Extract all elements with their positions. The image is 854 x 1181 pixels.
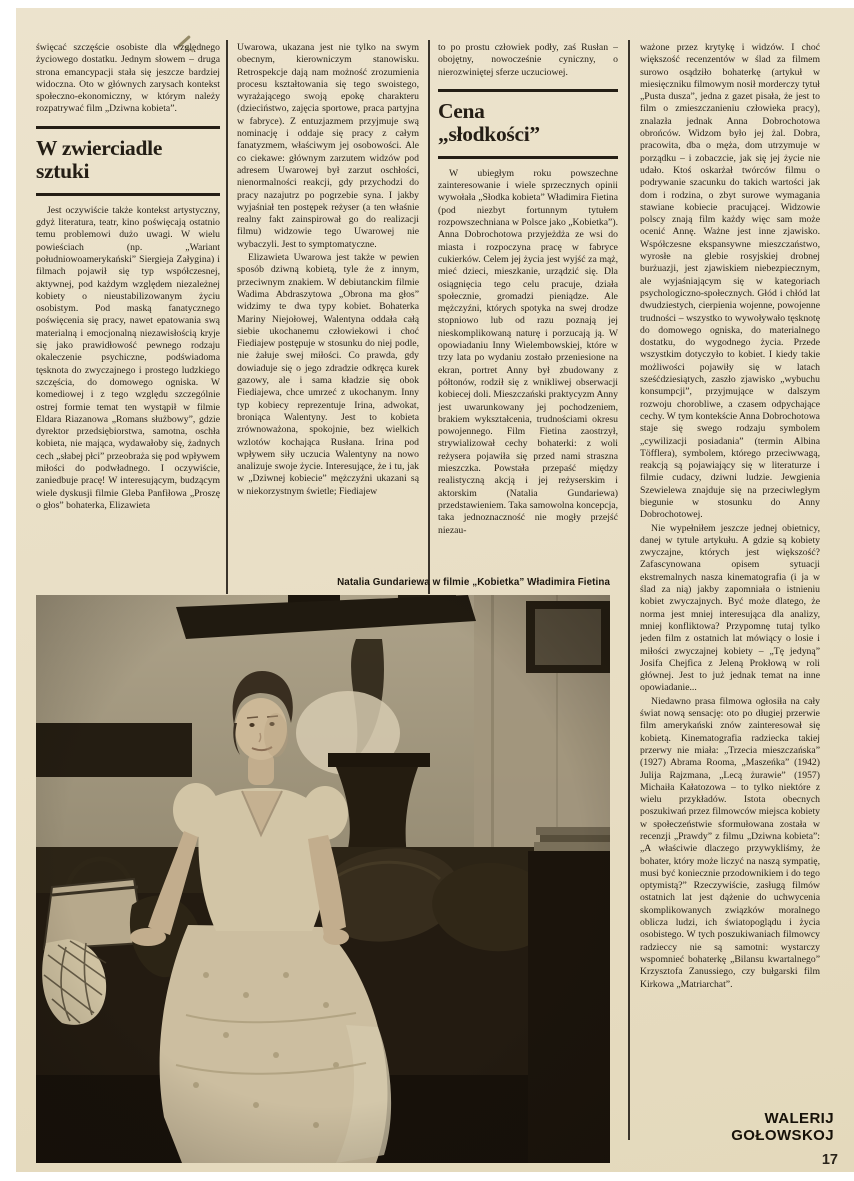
column-divider	[226, 40, 228, 594]
article-paragraph: Nie wypełniłem jeszcze jednej obietnicy, danej w tytule artykułu. A gdzie są kobiety zwyczajne, których jest większość? Zafascynowana opisem sytuacji ekstremalnych nasza kinematografia (i ja w ślad za nią) jakby zapomniała o istnieniu kobiet zwyczajnych. Być może dlatego, że norma jest mniej interesująca dla analizy, mniej konfliktowa? Przypomnę tutaj tylko jeden film z ostatnich lat mówiący o losie i miłości zwyczajnej kobiety – „Tę jedyną” Josifa Chejfica z Jeleną Prokłową w roli głównej. Jest to już jednak temat na inne opowiadanie...	[640, 522, 820, 694]
page-number: 17	[821, 1152, 838, 1168]
article-column-1	[36, 42, 220, 566]
section-heading	[36, 126, 220, 196]
author-byline	[646, 1111, 834, 1144]
section-heading-line: W zwierciadle	[36, 135, 163, 160]
article-paragraph: Elizawieta Uwarowa jest także w pewien sposób dziwną kobietą, tyle że z innym, przeciwnym znakiem. W debiutanckim filmie Wadima Abdraszytowa „Obrona ma głos” widzimy te dwa typy kobiet. Bohaterka Mariny Niejołowej, Walentyna oddała całą siebie ukochanemu człowiekowi i choć Fiediajew postępuje w stosunku do niej podle, nie żałuje swej miłości. Co prawda, gdy dowiaduje się o jego zdradzie odkręca kurek gazowy, ale i sama kładzie się obok Fiediajewa, chce umrzeć z ukochanym. Inny typ kobiecy reprezentuje Irina, adwokat, broniąca Walentyny. Jest to kobieta zrównoważona, spokojnie, bez wielkich wzlotów kochająca Rusłana. Irina pod wpływem siły uczucia Walentyny na nowo analizuje swoje życie. Interesujące, że i tu, jak w „Dziwnej kobiecie” mężczyźni ukazani są w niekorzystnym świetle; Fiediajew	[237, 252, 419, 497]
article-paragraph: to po prostu człowiek podły, zaś Rusłan – obojętny, nowocześnie cyniczny, o nierozwiniętej sferze uczuciowej.	[438, 42, 618, 78]
page-paper	[16, 8, 854, 1172]
article-paragraph: Jest oczywiście także kontekst artystyczny, gdyż literatura, teatr, kino poświęcają ostatnio temu problemowi dużo uwagi. W wielu powieściach (np. „Wariant południowoamerykański” Siergieja Załygina) i filmach pojawił się typ współczesnej, aktywnej, pod każdym względem niezależnej kobiety o nieustabilizowanym życiu osobistym. Pod maską fanatycznego poświęcenia się pracy, nawet epatowania swą materialną i emocjonalną niezawisłością kryje się jako prawidłowość pewnego rodzaju okaleczenie psychiczne, podświadoma tęsknota do zwyczajnego i prostego ludzkiego szczęścia, do domowego ogniska. W komediowej i z tego względu szczególnie ostrej formie temat ten wystąpił w filmie Eldara Riazanowa „Romans służbowy”, gdzie dyrektor przedsiębiorstwa, samotna, oschła kobieta, nie mająca, wydawałoby się, żadnych cech „słabej płci” przeobraża się pod wpływem miłości do podwładnego. I oczywiście, zaniedbuje pracę! W interesującym, budzącym wiele dyskusji filmie Gleba Panfiłowa „Proszę o głos” bohaterka, Elizawieta	[36, 204, 220, 511]
section-heading-line: sztuki	[36, 158, 90, 183]
section-heading	[438, 89, 618, 159]
article-paragraph: W ubiegłym roku powszechne zainteresowanie i wiele sprzecznych opinii wywołała „Słodka kobieta” Władimira Fietina (pod niezbyt fortunnym tytułem rozpowszechniana w Polsce jako „Kobietka”). Anna Dobrochotowa przyjeżdża ze wsi do miasta i rozpoczyna pracę w fabryce cukierków. Celem jej życia jest wyjść za mąż, mieć dzieci, mieszkanie, urządzić się. Dla osiągnięcia tego celu pracuje, działa społecznie, gromadzi pieniądze. Ale mężczyźni, których spotyka na swej drodze stopniowo lub od razu poznają jej nieskomplikowaną naturę i porzucają ją. W opowiadaniu Inny Wielembowskiej, które w trzy lata po wydaniu zostało przeniesione na ekran, portret Anny był zbudowany z półtonów, rodził się z wnikliwej obserwacji kobiecej doli. Mieszczański praktycyzm Anny jest uwarunkowany jej pochodzeniem, brakiem wykształcenia, trudnościami okresu powojennego. Film Fietina zaostrzył, strywializował cechy bohaterki: z woli reżysera pojawiła się przed nami straszna mieszczka. Powstała przepaść między realistyczną akcją i jej reżyserskim i aktorskim (Natalia Gundariewa) przedstawieniem. Taka samowolna koncepcja, taka jednoznaczność nie mogły przejść niezau-	[438, 167, 618, 536]
article-column-4	[640, 42, 820, 1102]
article-column-2	[237, 42, 419, 594]
column-divider	[628, 40, 630, 1140]
article-column-3	[438, 42, 618, 570]
section-heading-line: „słodkości”	[438, 121, 540, 146]
article-paragraph: Niedawno prasa filmowa ogłosiła na cały świat nową sensację: oto po długiej przerwie film amerykański znów zainteresował się kobietą. Kinematografia radziecka takiej przerwy nie miała: „Trzecia mieszczańska” (1927) Abrama Rooma, „Maszeńka” (1942) Julija Rajzmana, „Lecą żurawie” (1957) Michaiła Kałatozowa – to tylko niektóre z wielu przykładów. Istota obecnych poszukiwań przez filmowców miejsca kobiety w społeczeństwie sformułowana została w recenzji „Prawdy” z filmu „Dziwna kobieta”: „A właściwie dlaczego przywykliśmy, że bohater, który może liczyć na naszą sympatię, musi być koniecznie przodownikiem i do tego optymistą?” Rzeczywiście, zasługą filmów ostatnich lat jest dążenie do uchwycenia skomplikowanych związków moralnego oblicza ludzi, ich światopoglądu i życia osobistego. W tych poszukiwaniach filmowcy radzieccy nie są samotni: wystarczy wspomnieć bohaterkę „Bilansu kwartalnego” Krzysztofa Zanussiego, czy bułgarski film Kirkowa „Matriarchat”.	[640, 695, 820, 990]
article-paragraph: Uwarowa, ukazana jest nie tylko na swym obecnym, kierowniczym stanowisku. Retrospekcje dają nam możność zrozumienia procesu kształtowania się tego swoistego, wyrażającego swoją epokę charakteru (dzieciństwo, zajęcia sportowe, praca partyjna w fabryce). Z entuzjazmem przyjmuje swą nominację i oddaje się pracy z całym fanatyzmem, właściwym jej osobowości. Ale co ciekawe: głównym zarzutem widzów pod adresem Uwarowej był zarzut oschłości, nienormalności reakcji, gdy przychodzi do pracy nazajutrz po pogrzebie syna. I jakby wyjaśniał ten postępek reżyser (a ten właśnie realny fakt zainspirował go do realizacji filmu) widzowie tego Uwarowej nie wybaczyli. Jest to symptomatyczne.	[237, 42, 419, 250]
article-paragraph: święcać szczęście osobiste dla względnego życiowego dostatku. Jednym słowem – druga strona emancypacji stała się jeszcze bardziej widoczna. Oto w głównych zarysach kontekst społeczno-ekonomiczny, w którym należy rozpatrywać film „Dziwna kobieta”.	[36, 42, 220, 115]
article-paragraph: ważone przez krytykę i widzów. I choć większość recenzentów w ślad za filmem surowo osądziło bohaterkę (artykuł w miesięczniku filmowym nosił morderczy tytuł „Pusta dusza”, jedna z gazet pisała, że jest to film o zmieszczanieniu człowieka pracy), znalazła jednak Anna Dobrochotowa obrońców. Widzom było jej żal. Dobra, pracowita, dba o męża, dom utrzymuje w porządku – i zobaczcie, jak się jej życie nie udało. Ktoś oskarżał twórców filmu o podrywanie szacunku do takich wartości jak dom i rodzina, o zbyt surowe wymagania stawiane kobiecie pracującej. Widzowie polscy znają film każdy więc sam może ocenić Annę. Ważne jest inne zjawisko. Współczesne ekspansywne mieszczaństwo, wyrosłe na glebie rosyjskiej drobnej burżuazji, jest zjawiskiem niebezpiecznym, ale wyjaśniającym się w kategoriach psychologiczno-społecznych. Głód i chłód lat dwudziestych, cierpienia wojenne, powojenne trudności – wszystko to wywoływało tęsknotę do domowego ogniska, do materialnego dostatku, do wygodnego życia. Przede wszystkim dotyczyło to kobiet. I kiedy takie możliwości pojawiły się w latach sześćdziesiątych, zaszło zjawisko „wybuchu konsumpcji”, przyjmujące w dalszym rozwoju chorobliwe, a czasem odpychające cechy. W tym kontekście Anna Dobrochotowa staje się swego rodzaju symbolem „cywilizacji posiadania” (termin Albina Töfflera), symbolem, którego przeciwwagą, reakcją są pojawiający się w literaturze i filmie cudacy, dziwni ludzie. Jewgienia Szewielewa znajduje się na przeciwległym biegunie w stosunku do Anny Dobrochotowej.	[640, 42, 820, 521]
author-byline-line: GOŁOWSKOJ	[731, 1126, 834, 1144]
photo-illustration	[36, 595, 610, 1163]
author-byline-line: WALERIJ	[764, 1110, 834, 1127]
film-still-photo	[36, 595, 610, 1163]
photo-vignette	[36, 595, 610, 1163]
photo-caption: Natalia Gundariewa w filmie „Kobietka” Władimira Fietina	[337, 577, 610, 588]
column-divider	[428, 40, 430, 594]
section-heading-line: Cena	[438, 98, 485, 123]
